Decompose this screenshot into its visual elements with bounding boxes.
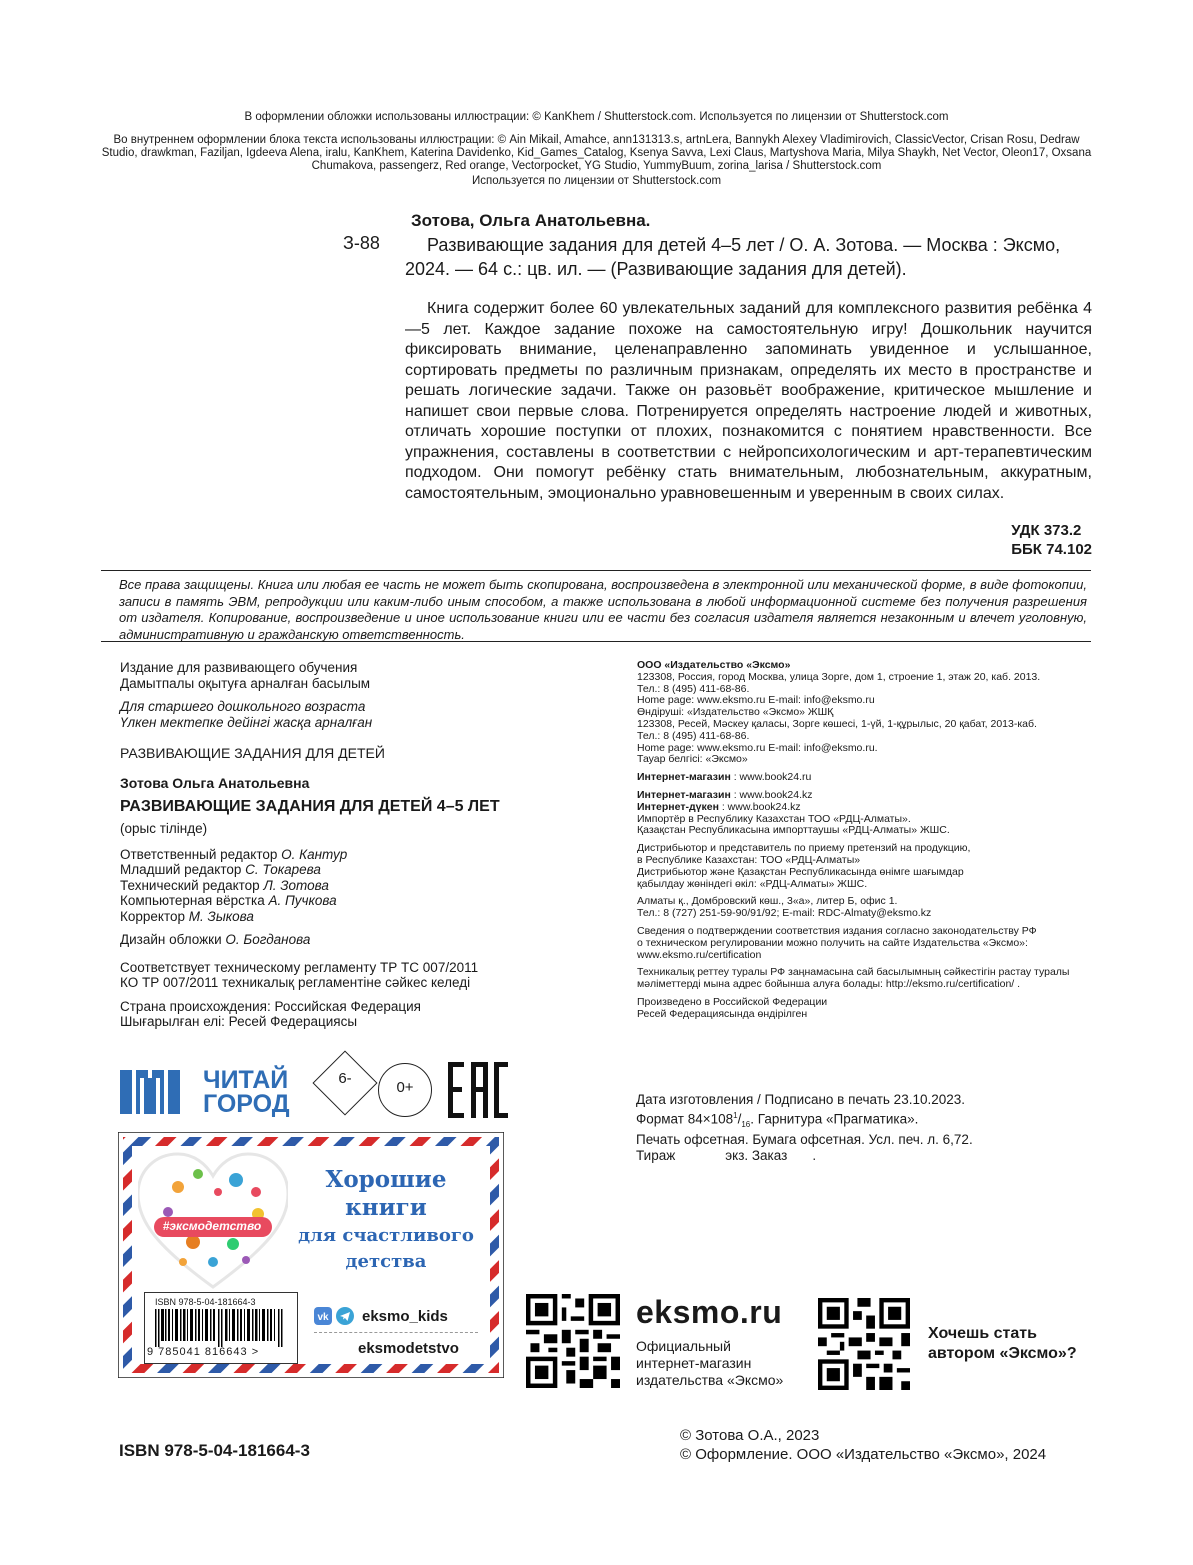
edition-info	[120, 660, 590, 1030]
copyright-design: © Оформление. ООО «Издательство «Эксмо», 2024	[680, 1446, 1047, 1463]
eksmo-sub3: издательства «Эксмо»	[636, 1372, 784, 1388]
staff-row	[120, 893, 590, 909]
eksmo-site[interactable]: eksmo.ru	[636, 1294, 783, 1330]
shop-kz-value: : www.book24.kz	[730, 788, 813, 801]
duken-row	[637, 802, 1097, 814]
catalog-annotation: Книга содержит более 60 увлекательных заданий для комплексного развития ребёнка 4—5 лет. Каждое задание похоже на самостоятельную игру! Дошкольник научится фиксировать внимание, целенаправленно запоминать увиденное и услышанное, сортировать предметы по различным признакам, определять их место в пространстве и решать логические задачи. Также он разовьёт воображение, критическое мышление и напишет свои первые слова. Потренируется определять настроение людей и животных, отличать хорошие поступки от плохих, познакомится с понятием нравственности. Все упражнения, составлены в соответствии с нейропсихологическим и арт-терапевтическим подходом. Они помогут ребёнку стать внимательным, любознательным, аккуратным, самостоятельным, эмоционально уравновешенным и уверенным в своих силах.	[405, 300, 1092, 502]
country-kz: Шығарылған елі: Ресей Федерациясы	[120, 1014, 358, 1029]
publisher-tel: Тел.: 8 (495) 411-68-86.	[637, 682, 750, 695]
eac-mark	[446, 1062, 510, 1118]
shop-kz-label: Интернет-магазин	[637, 788, 731, 801]
format-pre: Формат 84×108	[636, 1111, 734, 1126]
staff-name: Л. Зотова	[263, 877, 329, 893]
classification-codes	[1011, 521, 1092, 559]
postcard-slogan	[286, 1166, 486, 1275]
udk-code: УДК 373.2	[1011, 522, 1082, 539]
distributor-line: қабылдау жөніндегі өкіл: «РДЦ-Алматы» ЖШС.	[637, 877, 868, 890]
web-kz: Home page: www.eksmo.ru E-mail: info@eksmo.ru.	[637, 741, 878, 754]
trademark: Тауар белгісі: «Эксмо»	[637, 753, 748, 766]
certification-line: о техническом регулировании можно получить на сайте Издательства «Эксмо»:	[637, 936, 1028, 949]
license-note: Используется по лицензии от Shutterstock.com	[471, 175, 722, 187]
social-row	[314, 1307, 448, 1325]
chitai-gorod-emblem-icon	[120, 1070, 180, 1114]
cover-design-name: О. Богданова	[225, 932, 311, 947]
chitai-gorod-logo	[120, 1066, 300, 1118]
bbk-code: ББК 74.102	[1011, 541, 1092, 558]
age-circle-label: 0+	[396, 1079, 414, 1096]
staff-role: Технический редактор	[120, 877, 260, 893]
certification-kz-line: Техникалық реттеу туралы РФ заңнамасына сай басылымның сәйкестігін растау туралы	[637, 966, 1070, 979]
barcode	[144, 1292, 298, 1364]
author-q2: автором «Эксмо»?	[928, 1345, 1077, 1362]
address-kz: 123308, Ресей, Мәскеу қаласы, Зорге көшесі, 1-үй, 1-құрылыс, 20 қабат, 2013-каб.	[637, 717, 1037, 730]
barcode-icon	[155, 1309, 291, 1347]
shop-value: : www.book24.ru	[730, 771, 812, 784]
format-num: 1	[733, 1110, 738, 1120]
shop-row	[637, 772, 1097, 784]
purpose-kz: Дамытпалы оқытуға арналған басылым	[120, 675, 371, 691]
certification-line: www.eksmo.ru/certification	[637, 948, 762, 961]
regulation-kz: КО ТР 007/2011 техникалық регламентіне сәйкес келеді	[120, 975, 471, 990]
format-den: 16	[741, 1119, 751, 1129]
tirazh-label: Тираж	[636, 1147, 676, 1163]
svg-text:vk: vk	[317, 1312, 329, 1323]
distributor-line: в Республике Казахстан: ТОО «РДЦ-Алматы»	[637, 853, 861, 866]
catalog-author: Зотова, Ольга Анатольевна.	[411, 211, 651, 230]
author-q1: Хочешь стать	[928, 1325, 1037, 1342]
publisher-address: 123308, Россия, город Москва, улица Зорге, дом 1, строение 1, этаж 20, каб. 2013.	[637, 670, 1041, 683]
age-kz: Үлкен мектепке дейінгі жасқа арналған	[120, 714, 373, 730]
slogan-line2: книги	[345, 1194, 427, 1221]
become-author-prompt[interactable]	[928, 1324, 1077, 1364]
print-info	[636, 1092, 973, 1163]
isbn: ISBN 978-5-04-181664-3	[119, 1441, 310, 1460]
age-diamond-label: 6-	[338, 1070, 352, 1087]
duken-label: Интернет-дүкен	[637, 800, 719, 813]
maker-kz: Өндіруші: «Издательство «Эксмо» ЖШҚ	[637, 706, 834, 719]
social-divider	[314, 1332, 478, 1333]
publisher-web: Home page: www.eksmo.ru E-mail: info@eksmo.ru	[637, 694, 875, 707]
cover-design-row	[120, 932, 590, 948]
slogan-line1: Хорошие	[325, 1166, 447, 1193]
cover-illustration-credits: В оформлении обложки использованы иллюстрации: © KanKhem / Shutterstock.com. Используется по лицензии от Shutterstock.com	[244, 111, 949, 123]
cover-design-role: Дизайн обложки	[120, 932, 222, 947]
inner-illustration-credits: Во внутреннем оформлении блока текста использованы иллюстрации: © Ain Mikail, Amahce, ann131313.s, artnLera, Bannykh Alexey Vladimirovich, ClassicVector, Crisan Rosu, Dedraw Studio, drawkman, Faziljan, Igdeeva Alena, iralu, KanKhem, Katerina Davidenko, Kid_Games_Catalog, Ksenya Savva, Lexi Claus, Martyshova Maria, Milya Shaykh, Net Vector, Oleon17, Oxsana Chumakova, passengerz, Red orange, Vectorpocket, YG Studio, YummyBuum, zorina_larisa / Shutterstock.com	[101, 134, 1092, 172]
print-run	[636, 1148, 973, 1164]
format-post: . Гарнитура «Прагматика».	[750, 1111, 919, 1126]
vk-icon[interactable]	[314, 1307, 332, 1325]
staff-name: А. Пучкова	[268, 893, 337, 908]
language-note: (орыс тілінде)	[120, 821, 208, 836]
eksmo-subtitle	[636, 1338, 783, 1389]
importer: Импортёр в Республику Казахстан ТОО «РДЦ-Алматы».	[637, 812, 911, 825]
copyright	[680, 1426, 1046, 1464]
catalog-biblio: Развивающие задания для детей 4–5 лет / О. А. Зотова. — Москва : Эксмо, 2024. — 64 с.: цв. ил. — (Развивающие задания для детей).	[405, 235, 1061, 279]
telegram-icon[interactable]	[336, 1307, 354, 1325]
duken-value: : www.book24.kz	[718, 800, 801, 813]
staff-name: С. Токарева	[245, 862, 321, 877]
staff-role: Корректор	[120, 908, 186, 924]
series-name: РАЗВИВАЮЩИЕ ЗАДАНИЯ ДЛЯ ДЕТЕЙ	[120, 745, 385, 761]
staff-name: М. Зыкова	[188, 908, 254, 924]
eksmo-sub1: Официальный	[636, 1338, 731, 1354]
regulation-ru: Соответствует техническому регламенту ТР ТС 007/2011	[120, 959, 479, 975]
distributor-line: Дистрибьютор және Қазақстан Республикасында өнімге шағымдар	[637, 865, 964, 878]
tel-kz: Тел.: 8 (495) 411-68-86.	[637, 729, 750, 742]
barcode-digits: 9 785041 816643 >	[147, 1346, 260, 1358]
hashtag: #эксмодетство	[162, 1219, 262, 1233]
print-paper: Печать офсетная. Бумага офсетная. Усл. печ. л. 6,72.	[636, 1132, 973, 1148]
slogan-line3: для счастливого	[298, 1225, 474, 1246]
barcode-isbn: ISBN 978-5-04-181664-3	[155, 1297, 256, 1307]
qr-code-icon	[818, 1298, 910, 1390]
rights-notice: Все права защищены. Книга или любая ее часть не может быть скопирована, воспроизведена в электронной или механической форме, в виде фотокопии, записи в память ЭВМ, репродукции или каким-либо иным способом, а также использована в любой информационной системе без получения разрешения от издателя. Копирование, воспроизведение и иное использование книги или ее части без согласия издателя является незаконным и влечет уголовную, административную и гражданскую ответственность.	[101, 570, 1091, 642]
zakaz-label: экз. Заказ	[725, 1147, 788, 1163]
made-in-kz: Ресей Федерациясында өндірілген	[637, 1007, 808, 1020]
staff-role: Компьютерная вёрстка	[120, 893, 265, 908]
zakaz-dot: .	[812, 1147, 817, 1163]
logo-line2: ГОРОД	[203, 1090, 290, 1118]
qr-become-author[interactable]	[818, 1298, 910, 1395]
staff-role: Ответственный редактор	[120, 846, 278, 862]
logo-line1: ЧИТАЙ	[203, 1066, 289, 1094]
copyright-author: © Зотова О.А., 2023	[680, 1427, 820, 1444]
certification-line: Сведения о подтверждении соответствия издания согласно законодательству РФ	[637, 924, 1037, 937]
eksmo-sub2: интернет-магазин	[636, 1355, 752, 1371]
country-ru: Страна происхождения: Российская Федерация	[120, 998, 421, 1014]
qr-code-icon	[526, 1294, 620, 1388]
almaty-contacts: Тел.: 8 (727) 251-59-90/91/92; E-mail: RDC-Almaty@eksmo.kz	[637, 907, 932, 920]
age-ru: Для старшего дошкольного возраста	[120, 699, 366, 714]
author-name: Зотова Ольга Анатольевна	[120, 774, 310, 791]
slogan-line4: детства	[345, 1251, 427, 1272]
print-date: Дата изготовления / Подписано в печать 23.10.2023.	[636, 1092, 965, 1107]
shop-label: Интернет-магазин	[637, 771, 731, 784]
print-format: Формат $84\times 108^1/_{16}$. Гарнитура «Прагматика».	[636, 1110, 919, 1129]
almaty-address: Алматы қ., Домбровский көш., 3«а», литер Б, офис 1.	[637, 895, 898, 908]
social-kids[interactable]: eksmo_kids	[362, 1307, 448, 1325]
made-in-ru: Произведено в Российской Федерации	[637, 995, 828, 1008]
publisher-info	[637, 660, 1097, 1021]
staff-row	[120, 878, 590, 894]
social-detstvo[interactable]: eksmodetstvo	[358, 1340, 459, 1357]
chitai-gorod-text	[203, 1068, 290, 1116]
catalog-code: З-88	[343, 233, 380, 253]
staff-row	[120, 847, 590, 863]
postcard	[118, 1132, 504, 1378]
certification-kz-line: мәліметтерді мына адрес бойынша алуға болады: http://eksmo.ru/certification/ .	[637, 978, 1021, 991]
staff-role: Младший редактор	[120, 862, 242, 877]
purpose-ru: Издание для развивающего обучения	[120, 660, 358, 675]
staff-row	[120, 909, 590, 925]
qr-eksmo-shop[interactable]	[526, 1294, 620, 1393]
book-title: РАЗВИВАЮЩИЕ ЗАДАНИЯ ДЛЯ ДЕТЕЙ 4–5 ЛЕТ	[120, 798, 500, 815]
staff-row	[120, 862, 590, 878]
importer-kz: Қазақстан Республикасына импорттаушы «РДЦ-Алматы» ЖШС.	[637, 824, 950, 837]
distributor-line: Дистрибьютор и представитель по приему претензий на продукцию,	[637, 842, 971, 855]
publisher-name: ООО «Издательство «Эксмо»	[637, 659, 791, 671]
staff-name: О. Кантур	[281, 846, 348, 862]
eac-icon	[446, 1062, 510, 1118]
